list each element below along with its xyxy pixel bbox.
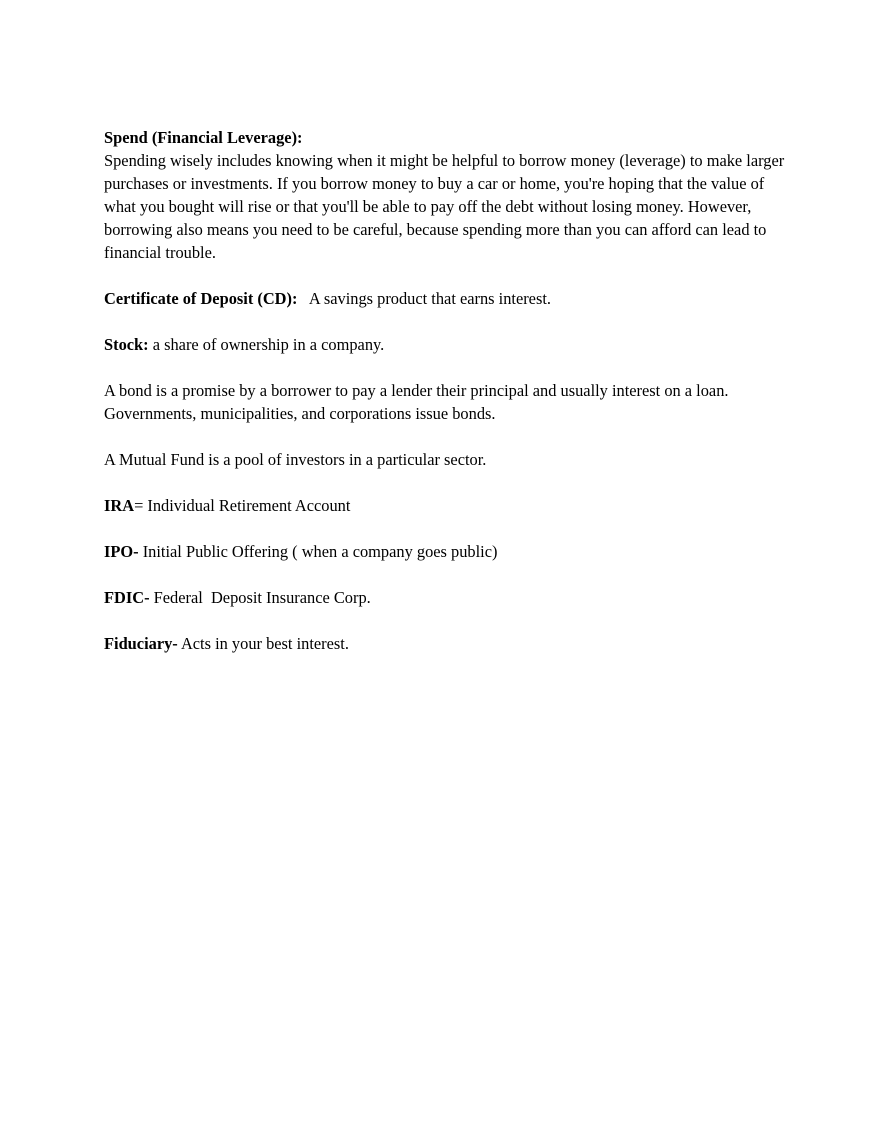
definition-stock <box>104 333 794 356</box>
definition-fdic-text: Federal Deposit Insurance Corp. <box>149 588 371 607</box>
definition-bond <box>104 379 794 425</box>
definition-ipo <box>104 540 794 563</box>
spend-body: Spending wisely includes knowing when it might be helpful to borrow money (leverage) to make larger purchases or investments. If you borrow money to buy a car or home, you're hoping that the value of what you bought will rise or that you'll be able to pay off the debt without losing money. However, borrowing also means you need to be careful, because spending more than you can afford can lead to financial trouble. <box>104 151 785 262</box>
term-cd: Certificate of Deposit (CD): <box>104 289 298 308</box>
definition-cd-text: A savings product that earns interest. <box>308 289 551 308</box>
term-ipo: IPO- <box>104 542 139 561</box>
spend-section <box>104 126 794 264</box>
definition-mutual-fund <box>104 448 794 471</box>
definition-mutual-fund-text: A Mutual Fund is a pool of investors in a particular sector. <box>104 450 487 469</box>
definition-bond-text: A bond is a promise by a borrower to pay a lender their principal and usually interest on a loan. Governments, municipalities, and corporations issue bonds. <box>104 381 729 423</box>
definition-cd <box>104 287 794 310</box>
definition-fiduciary-text: Acts in your best interest. <box>177 634 349 653</box>
definition-fdic <box>104 586 794 609</box>
term-ira: IRA <box>104 496 135 515</box>
term-gap <box>297 289 308 308</box>
document-page <box>104 126 794 678</box>
term-fdic: FDIC- <box>104 588 150 607</box>
definition-ipo-text: Initial Public Offering ( when a company goes public) <box>138 542 498 561</box>
term-fiduciary: Fiduciary- <box>104 634 178 653</box>
spend-heading: Spend (Financial Leverage): <box>104 128 303 147</box>
definition-fiduciary <box>104 632 794 655</box>
definition-stock-text: a share of ownership in a company. <box>148 335 385 354</box>
definition-ira-text: = Individual Retirement Account <box>134 496 351 515</box>
term-stock: Stock: <box>104 335 149 354</box>
definition-ira <box>104 494 794 517</box>
